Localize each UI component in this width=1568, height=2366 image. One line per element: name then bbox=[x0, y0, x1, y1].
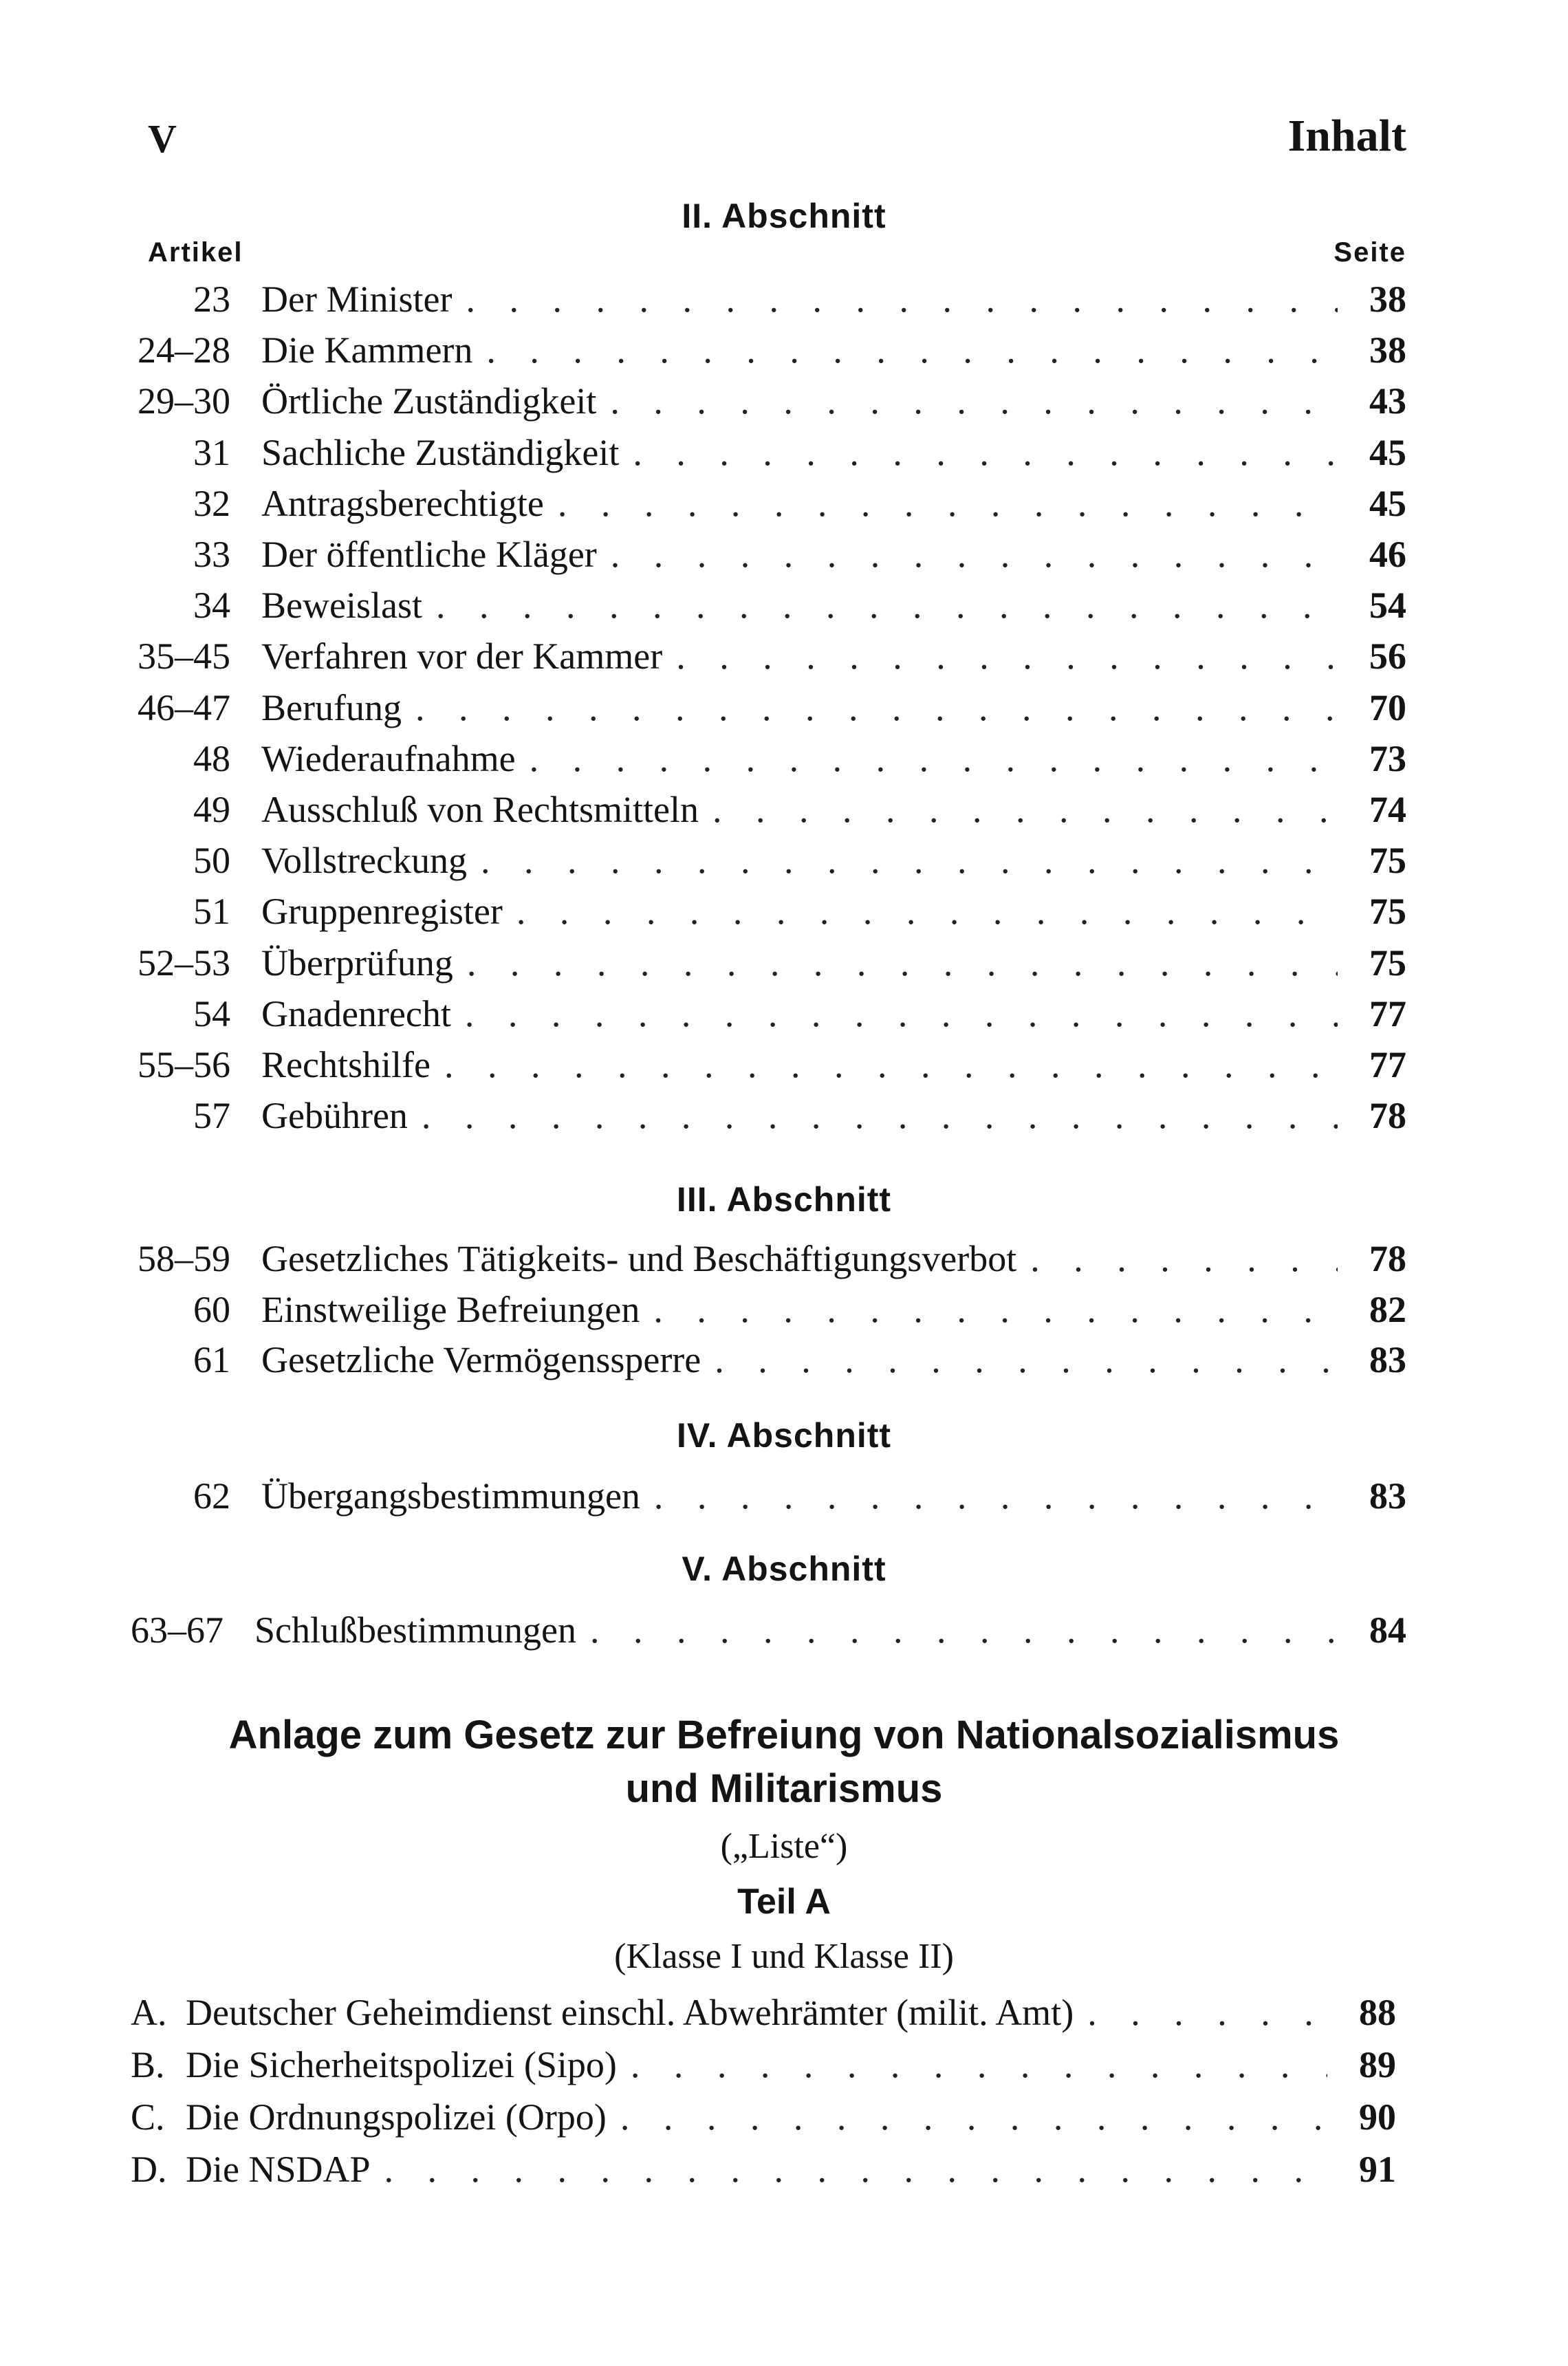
dot-leader bbox=[384, 2145, 1327, 2194]
page-ref: 88 bbox=[1359, 1992, 1396, 2033]
entry-letter: B. bbox=[131, 2044, 165, 2085]
entry-title: Der Minister bbox=[261, 279, 453, 320]
toc-entry bbox=[124, 530, 1406, 578]
entry-letter: D. bbox=[131, 2149, 167, 2190]
page-ref: 46 bbox=[1369, 534, 1406, 575]
article-number: 24–28 bbox=[138, 329, 230, 371]
article-number: 62 bbox=[193, 1475, 230, 1517]
page-ref: 82 bbox=[1369, 1288, 1406, 1330]
entry-title: Örtliche Zuständigkeit bbox=[261, 380, 597, 422]
entry-title: Beweislast bbox=[261, 585, 422, 627]
dot-leader bbox=[530, 735, 1338, 783]
page-ref: 89 bbox=[1359, 2044, 1396, 2085]
dot-leader bbox=[715, 1336, 1338, 1384]
dot-leader bbox=[676, 632, 1338, 680]
article-number: 63–67 bbox=[131, 1609, 224, 1651]
dot-leader bbox=[610, 377, 1338, 425]
dot-leader bbox=[712, 785, 1338, 834]
dot-leader bbox=[633, 428, 1338, 477]
anlage-entry bbox=[131, 2145, 1396, 2194]
article-number: 33 bbox=[193, 534, 230, 575]
article-number: 49 bbox=[193, 789, 230, 830]
page-ref: 75 bbox=[1369, 891, 1406, 933]
anlage-title-line1: Anlage zum Gesetz zur Befreiung von Nationalsozialismus bbox=[228, 1713, 1340, 1757]
page-ref: 74 bbox=[1369, 789, 1406, 830]
toc-entry bbox=[117, 1606, 1406, 1654]
anlage-entry bbox=[131, 2040, 1396, 2090]
page-ref: 90 bbox=[1359, 2096, 1396, 2138]
dot-leader bbox=[486, 326, 1338, 374]
entry-title: Ausschluß von Rechtsmitteln bbox=[261, 789, 699, 830]
anlage-liste: („Liste“) bbox=[720, 1827, 848, 1866]
page-ref: 38 bbox=[1369, 329, 1406, 371]
toc-entry bbox=[124, 1285, 1406, 1334]
toc-entry bbox=[124, 939, 1406, 987]
article-number: 55–56 bbox=[138, 1044, 230, 1085]
entry-title: Gebühren bbox=[261, 1095, 408, 1137]
page-ref: 45 bbox=[1369, 431, 1406, 473]
toc-entry bbox=[124, 326, 1406, 374]
toc-entry bbox=[124, 1336, 1406, 1384]
toc-entry bbox=[124, 990, 1406, 1038]
entry-title: Verfahren vor der Kammer bbox=[261, 636, 663, 677]
toc-entry bbox=[124, 1472, 1406, 1520]
page-ref: 78 bbox=[1369, 1095, 1406, 1137]
entry-title: Die Kammern bbox=[261, 329, 473, 371]
entry-title: Gnadenrecht bbox=[261, 992, 451, 1034]
toc-entry bbox=[124, 836, 1406, 884]
entry-title: Vollstreckung bbox=[261, 840, 467, 882]
toc-entry bbox=[124, 428, 1406, 477]
section-heading: IV. Abschnitt bbox=[676, 1416, 892, 1455]
entry-title: Schlußbestimmungen bbox=[254, 1609, 576, 1651]
entry-title: Gesetzliche Vermögenssperre bbox=[261, 1339, 701, 1380]
entry-letter: A. bbox=[131, 1992, 167, 2033]
entry-letter: C. bbox=[131, 2096, 165, 2138]
article-number: 31 bbox=[193, 431, 230, 473]
section-heading: V. Abschnitt bbox=[682, 1550, 886, 1588]
page-ref: 54 bbox=[1369, 585, 1406, 627]
dot-leader bbox=[481, 836, 1338, 884]
toc-entry bbox=[124, 1235, 1406, 1283]
toc-entry bbox=[124, 1041, 1406, 1089]
dot-leader bbox=[653, 1285, 1338, 1334]
dot-leader bbox=[422, 1092, 1338, 1140]
entry-title: Die Ordnungspolizei (Orpo) bbox=[186, 2096, 607, 2138]
page-ref: 38 bbox=[1369, 279, 1406, 320]
section-heading: II. Abschnitt bbox=[682, 197, 886, 235]
entry-title: Wiederaufnahme bbox=[261, 737, 516, 779]
column-header-seite: Seite bbox=[1333, 237, 1406, 268]
toc-entry bbox=[124, 377, 1406, 425]
dot-leader bbox=[444, 1041, 1338, 1089]
column-header-artikel: Artikel bbox=[148, 237, 243, 268]
page-ref: 77 bbox=[1369, 992, 1406, 1034]
entry-title: Rechtshilfe bbox=[261, 1044, 431, 1085]
page-ref: 70 bbox=[1369, 686, 1406, 728]
page-ref: 43 bbox=[1369, 380, 1406, 422]
dot-leader bbox=[631, 2040, 1327, 2090]
anlage-title-line2: und Militarismus bbox=[625, 1766, 943, 1811]
page-ref: 84 bbox=[1369, 1609, 1406, 1651]
article-number: 34 bbox=[193, 585, 230, 627]
entry-title: Gesetzliches Tätigkeits- und Beschäftigungsverbot bbox=[261, 1238, 1017, 1279]
dot-leader bbox=[466, 275, 1338, 323]
dot-leader bbox=[1087, 1988, 1327, 2037]
article-number: 61 bbox=[193, 1339, 230, 1380]
entry-title: Einstweilige Befreiungen bbox=[261, 1288, 640, 1330]
article-number: 57 bbox=[193, 1095, 230, 1137]
page-ref: 56 bbox=[1369, 636, 1406, 677]
article-number: 54 bbox=[193, 992, 230, 1034]
anlage-entry bbox=[131, 1988, 1396, 2037]
page-ref: 83 bbox=[1369, 1339, 1406, 1380]
anlage-klasse: (Klasse I und Klasse II) bbox=[614, 1937, 954, 1976]
article-number: 51 bbox=[193, 891, 230, 933]
article-number: 32 bbox=[193, 482, 230, 524]
article-number: 23 bbox=[193, 279, 230, 320]
dot-leader bbox=[590, 1606, 1338, 1654]
entry-title: Antragsberechtigte bbox=[261, 482, 544, 524]
entry-title: Überprüfung bbox=[261, 942, 453, 984]
page-number: V bbox=[148, 116, 177, 161]
entry-title: Die NSDAP bbox=[186, 2149, 371, 2190]
toc-entry bbox=[124, 581, 1406, 629]
article-number: 58–59 bbox=[138, 1238, 230, 1279]
toc-entry bbox=[124, 785, 1406, 834]
entry-title: Der öffentliche Kläger bbox=[261, 534, 597, 575]
dot-leader bbox=[415, 684, 1338, 732]
page-ref: 91 bbox=[1359, 2149, 1396, 2190]
dot-leader bbox=[620, 2092, 1327, 2142]
dot-leader bbox=[611, 530, 1338, 578]
page-ref: 75 bbox=[1369, 942, 1406, 984]
toc-entry bbox=[124, 632, 1406, 680]
dot-leader bbox=[467, 939, 1338, 987]
dot-leader bbox=[654, 1472, 1338, 1520]
entry-title: Die Sicherheitspolizei (Sipo) bbox=[186, 2044, 617, 2085]
article-number: 35–45 bbox=[138, 636, 230, 677]
article-number: 52–53 bbox=[138, 942, 230, 984]
toc-entry bbox=[124, 479, 1406, 528]
article-number: 48 bbox=[193, 737, 230, 779]
dot-leader bbox=[436, 581, 1338, 629]
dot-leader bbox=[558, 479, 1338, 528]
toc-entry bbox=[124, 275, 1406, 323]
toc-entry bbox=[124, 684, 1406, 732]
dot-leader bbox=[516, 887, 1338, 935]
anlage-teil: Teil A bbox=[737, 1882, 831, 1922]
page-ref: 78 bbox=[1369, 1238, 1406, 1279]
page-ref: 75 bbox=[1369, 840, 1406, 882]
dot-leader bbox=[465, 990, 1338, 1038]
toc-entry bbox=[124, 735, 1406, 783]
dot-leader bbox=[1030, 1235, 1338, 1283]
section-heading: III. Abschnitt bbox=[676, 1180, 892, 1219]
article-number: 60 bbox=[193, 1288, 230, 1330]
page-ref: 45 bbox=[1369, 482, 1406, 524]
entry-title: Deutscher Geheimdienst einschl. Abwehrämter (milit. Amt) bbox=[186, 1992, 1074, 2033]
toc-entry bbox=[124, 1092, 1406, 1140]
page-ref: 73 bbox=[1369, 737, 1406, 779]
entry-title: Berufung bbox=[261, 686, 402, 728]
article-number: 46–47 bbox=[138, 686, 230, 728]
page-ref: 77 bbox=[1369, 1044, 1406, 1085]
entry-title: Gruppenregister bbox=[261, 891, 503, 933]
page-ref: 83 bbox=[1369, 1475, 1406, 1517]
article-number: 50 bbox=[193, 840, 230, 882]
toc-entry bbox=[124, 887, 1406, 935]
entry-title: Übergangsbestimmungen bbox=[261, 1475, 640, 1517]
article-number: 29–30 bbox=[138, 380, 230, 422]
entry-title: Sachliche Zuständigkeit bbox=[261, 431, 620, 473]
running-head: Inhalt bbox=[1287, 111, 1406, 161]
anlage-entry bbox=[131, 2092, 1396, 2142]
